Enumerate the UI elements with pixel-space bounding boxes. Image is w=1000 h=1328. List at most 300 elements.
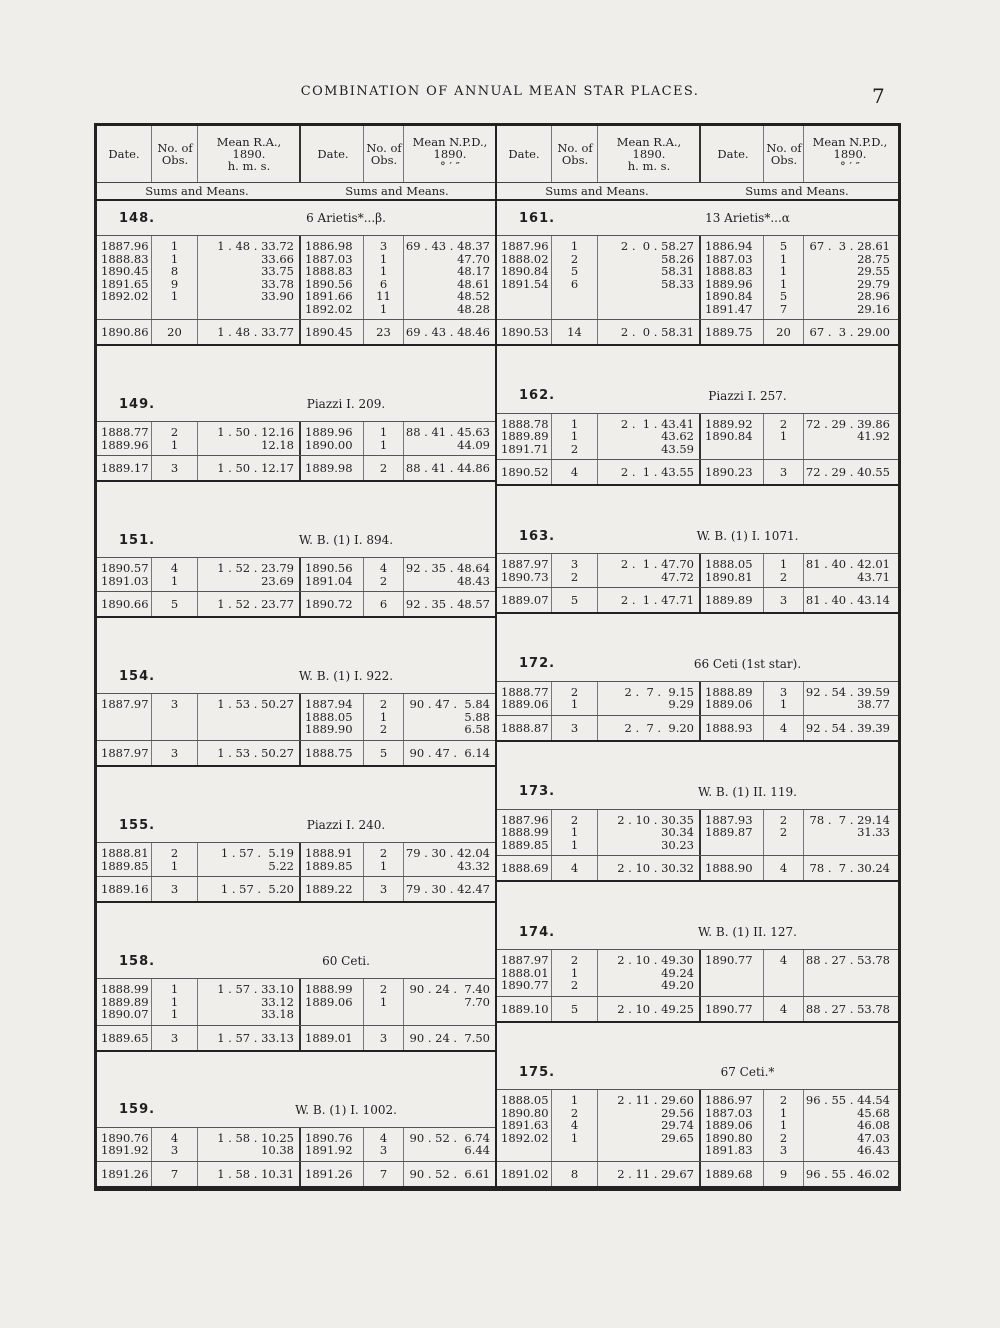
table-cell: 33.66 xyxy=(261,251,294,266)
table-cell: 58.33 xyxy=(661,276,694,291)
mean-ra-value: 2 . 0 . 58.31 xyxy=(597,320,699,344)
mean-row xyxy=(97,455,495,482)
table-cell: 1 . 50 . 12.16 xyxy=(217,425,294,440)
table-cell: 2 xyxy=(379,697,388,712)
header-date: Date. xyxy=(508,147,540,161)
table-cell: 1888.01 xyxy=(501,965,549,980)
table-cell: 1891.92 xyxy=(101,1143,149,1158)
table-cell: 1890.76 xyxy=(305,1130,353,1145)
table-cell: 2 xyxy=(570,684,579,699)
table-cell: 41.92 xyxy=(857,429,890,444)
star-title xyxy=(497,775,898,809)
mean-npd-obs: 23 xyxy=(363,320,403,344)
table-cell: 1889.06 xyxy=(501,697,549,712)
mean-ra-value: 1 . 53 . 50.27 xyxy=(197,741,299,765)
table-cell: 1890.56 xyxy=(305,561,353,576)
table-cell: 69 . 43 . 48.37 xyxy=(405,239,490,253)
header-mean-ra: Mean R.A., 1890. h. m. s. xyxy=(597,126,700,182)
ra-obs-counts xyxy=(551,810,597,856)
table-cell: 1888.05 xyxy=(501,1093,549,1108)
mean-npd-obs: 4 xyxy=(763,997,803,1021)
table-cell: 3 xyxy=(170,697,179,712)
ra-values xyxy=(597,1090,699,1161)
mean-ra-date: 1888.69 xyxy=(501,861,549,876)
star-name: Piazzi I. 240. xyxy=(306,818,386,833)
mean-row xyxy=(97,1025,495,1052)
table-cell: 5 xyxy=(779,239,788,253)
star-name: Piazzi I. 209. xyxy=(306,397,386,412)
mean-row xyxy=(97,876,495,903)
table-cell: 29.16 xyxy=(857,301,890,316)
ra-values xyxy=(597,236,699,319)
running-head: COMBINATION OF ANNUAL MEAN STAR PLACES. xyxy=(300,84,700,99)
table-cell: 2 xyxy=(779,825,788,840)
table-cell: 6 xyxy=(379,276,388,291)
ra-values xyxy=(197,422,299,455)
table-cell: 6 xyxy=(570,276,579,291)
mean-npd-value: 72 . 29 . 40.55 xyxy=(803,460,895,484)
table-cell: 1891.04 xyxy=(305,573,353,588)
table-cell: 1888.02 xyxy=(501,251,549,266)
mean-ra-value: 2 . 10 . 30.32 xyxy=(597,856,699,880)
table-cell: 1 xyxy=(170,573,179,588)
npd-dates xyxy=(699,1090,763,1161)
table-cell: 1889.87 xyxy=(705,825,753,840)
table-cell: 2 xyxy=(379,982,388,997)
npd-dates xyxy=(699,236,763,319)
mean-ra-value: 1 . 52 . 23.77 xyxy=(197,592,299,616)
sums-and-means-label: Sums and Means. xyxy=(745,184,849,198)
table-cell: 1 . 53 . 50.27 xyxy=(217,697,294,712)
ra-dates xyxy=(97,1128,151,1161)
table-cell: 1 xyxy=(170,994,179,1009)
table-cell: 1 xyxy=(379,437,388,452)
header-no-obs: No. of Obs. xyxy=(763,126,804,182)
mean-ra-date: 1890.66 xyxy=(101,597,149,612)
npd-values xyxy=(403,236,495,319)
table-cell: 1889.06 xyxy=(705,697,753,712)
star-number: 161. xyxy=(519,210,556,226)
table-cell: 10.38 xyxy=(261,1143,294,1158)
npd-values xyxy=(403,843,495,876)
mean-npd-obs: 4 xyxy=(763,716,803,740)
npd-dates xyxy=(299,979,363,1025)
ra-obs-counts xyxy=(151,1128,197,1161)
table-cell: 1890.45 xyxy=(101,264,149,278)
table-cell: 1890.80 xyxy=(501,1105,549,1120)
ra-dates xyxy=(497,950,551,996)
star-name: W. B. (1) II. 119. xyxy=(698,784,797,799)
table-cell: 33.90 xyxy=(261,289,294,303)
mean-ra-value: 2 . 1 . 43.55 xyxy=(597,460,699,484)
ra-dates xyxy=(497,810,551,856)
mean-row xyxy=(97,740,495,767)
mean-ra-date: 1890.53 xyxy=(501,325,549,339)
mean-ra-date: 1891.02 xyxy=(501,1166,549,1181)
table-cell: 1887.96 xyxy=(501,812,549,827)
table-cell: 90 . 47 . 5.84 xyxy=(409,697,490,712)
mean-ra-obs: 7 xyxy=(151,1162,197,1186)
star-title xyxy=(97,201,495,235)
sums-and-means-label: Sums and Means. xyxy=(545,184,649,198)
mean-npd-date: 1889.01 xyxy=(299,1026,363,1050)
mean-ra-value: 2 . 1 . 47.71 xyxy=(597,588,699,612)
ra-obs-counts xyxy=(551,950,597,996)
npd-values xyxy=(803,950,895,996)
table-cell: 1888.81 xyxy=(101,846,149,861)
table-cell: 1 xyxy=(570,825,579,840)
sums-and-means-label: Sums and Means. xyxy=(345,184,449,198)
table-cell: 3 xyxy=(779,1143,788,1158)
table-cell: 33.75 xyxy=(261,264,294,278)
table-cell: 1890.80 xyxy=(705,1130,753,1145)
observation-rows xyxy=(97,421,495,455)
table-cell: 1888.78 xyxy=(501,416,549,431)
table-cell: 1 . 57 . 5.19 xyxy=(220,846,294,861)
left-column xyxy=(97,126,495,1188)
table-cell: 29.56 xyxy=(661,1105,694,1120)
table-cell: 2 . 1 . 47.70 xyxy=(620,557,694,572)
npd-dates xyxy=(699,682,763,715)
table-cell: 9 xyxy=(170,276,179,291)
star-block xyxy=(497,1055,898,1188)
table-cell: 48.52 xyxy=(457,289,490,303)
table-cell: 1 xyxy=(170,289,179,303)
table-cell: 4 xyxy=(379,1130,388,1145)
table-cell: 1 xyxy=(570,697,579,712)
table-cell: 1 xyxy=(570,416,579,431)
mean-npd-value: 69 . 43 . 48.46 xyxy=(403,320,495,344)
mean-npd-value: 78 . 7 . 30.24 xyxy=(803,856,895,880)
table-cell: 46.08 xyxy=(857,1118,890,1133)
header-date: Date. xyxy=(699,126,765,182)
mean-npd-date: 1890.72 xyxy=(299,592,363,616)
star-number: 148. xyxy=(119,210,156,226)
table-cell: 3 xyxy=(779,684,788,699)
star-block xyxy=(97,201,495,346)
star-name: 6 Arietis*...β. xyxy=(306,211,386,225)
mean-npd-obs: 3 xyxy=(763,588,803,612)
mean-ra-obs: 3 xyxy=(151,877,197,901)
table-cell: 88 . 41 . 45.63 xyxy=(405,425,490,440)
ra-dates xyxy=(497,554,551,587)
table-cell: 29.65 xyxy=(661,1130,694,1145)
table-cell: 2 . 10 . 49.30 xyxy=(617,953,694,968)
table-cell: 1890.76 xyxy=(101,1130,149,1145)
table-cell: 2 . 11 . 29.60 xyxy=(617,1093,694,1108)
table-cell: 1 xyxy=(170,251,179,266)
table-cell: 1886.98 xyxy=(305,239,353,253)
npd-obs-counts xyxy=(363,558,403,591)
ra-values xyxy=(197,236,299,319)
table-cell: 1 xyxy=(379,425,388,440)
npd-obs-counts xyxy=(363,979,403,1025)
ra-dates xyxy=(97,558,151,591)
table-cell: 1890.84 xyxy=(501,264,549,278)
star-name: 66 Ceti (1st star). xyxy=(693,656,802,671)
mean-ra-obs: 3 xyxy=(551,716,597,740)
npd-dates xyxy=(299,694,363,740)
table-cell: 4 xyxy=(170,1130,179,1145)
npd-values xyxy=(403,1128,495,1161)
table-cell: 1890.81 xyxy=(705,569,753,584)
table-cell: 1889.85 xyxy=(101,858,149,873)
table-cell: 1888.99 xyxy=(101,982,149,997)
table-cell: 2 . 1 . 43.41 xyxy=(620,416,694,431)
table-cell: 1890.57 xyxy=(101,561,149,576)
table-cell: 1892.02 xyxy=(101,289,149,303)
mean-npd-obs: 3 xyxy=(363,1026,403,1050)
table-cell: 8 xyxy=(170,264,179,278)
table-cell: 47.70 xyxy=(457,251,490,266)
table-cell: 47.72 xyxy=(661,569,694,584)
mean-row xyxy=(497,996,898,1023)
table-cell: 2 xyxy=(170,425,179,440)
table-cell: 1890.77 xyxy=(705,953,753,968)
table-cell: 6.58 xyxy=(464,722,490,737)
table-cell: 5.88 xyxy=(464,709,490,724)
table-cell: 1889.89 xyxy=(501,429,549,444)
table-cell: 90 . 24 . 7.40 xyxy=(409,982,490,997)
mean-ra-obs: 3 xyxy=(151,456,197,480)
star-name: W. B. (1) I. 1002. xyxy=(295,1102,397,1117)
table-cell: 1889.06 xyxy=(305,994,353,1009)
observation-rows xyxy=(97,557,495,591)
ra-obs-counts xyxy=(551,236,597,319)
mean-ra-obs: 5 xyxy=(551,588,597,612)
npd-values xyxy=(803,554,895,587)
ra-values xyxy=(197,843,299,876)
table-cell: 38.77 xyxy=(857,697,890,712)
table-cell: 33.78 xyxy=(261,276,294,291)
star-number: 151. xyxy=(119,532,156,548)
star-title xyxy=(97,944,495,978)
ra-obs-counts xyxy=(151,236,197,319)
star-title xyxy=(497,1055,898,1089)
table-cell: 1887.96 xyxy=(101,239,149,253)
ra-obs-counts xyxy=(551,682,597,715)
table-cell: 1890.56 xyxy=(305,276,353,291)
table-cell: 1 xyxy=(570,1093,579,1108)
table-cell: 1889.92 xyxy=(705,416,753,431)
mean-npd-value: 81 . 40 . 43.14 xyxy=(803,588,895,612)
observation-rows xyxy=(97,235,495,319)
star-number: 163. xyxy=(519,528,556,544)
table-cell: 1 xyxy=(379,264,388,278)
table-cell: 1887.97 xyxy=(501,953,549,968)
table-cell: 1891.66 xyxy=(305,289,353,303)
header-mean-npd: Mean N.P.D., 1890. ° ′ ″ xyxy=(803,126,896,182)
mean-ra-value: 1 . 58 . 10.31 xyxy=(197,1162,299,1186)
table-cell: 1886.94 xyxy=(705,239,753,253)
header-mean-npd: Mean N.P.D., 1890. ° ′ ″ xyxy=(403,126,496,182)
npd-dates xyxy=(699,810,763,856)
table-cell: 1888.99 xyxy=(305,982,353,997)
ra-obs-counts xyxy=(551,554,597,587)
table-cell: 92 . 54 . 39.59 xyxy=(805,684,890,699)
npd-values xyxy=(803,810,895,856)
ra-obs-counts xyxy=(551,414,597,460)
mean-npd-obs: 20 xyxy=(763,320,803,344)
npd-values xyxy=(403,694,495,740)
table-cell: 4 xyxy=(570,1118,579,1133)
star-number: 158. xyxy=(119,953,156,969)
table-cell: 1 xyxy=(379,858,388,873)
npd-obs-counts xyxy=(763,236,803,319)
table-cell: 1 xyxy=(570,429,579,444)
ra-values xyxy=(597,682,699,715)
table-cell: 1887.03 xyxy=(705,1105,753,1120)
mean-ra-value: 1 . 50 . 12.17 xyxy=(197,456,299,480)
table-cell: 5 xyxy=(570,264,579,278)
table-cell: 2 xyxy=(779,1130,788,1145)
mean-npd-date: 1889.75 xyxy=(699,320,763,344)
star-title xyxy=(497,379,898,413)
star-name: W. B. (1) I. 1071. xyxy=(696,529,799,544)
star-block xyxy=(497,201,898,346)
table-cell: 1 xyxy=(779,697,788,712)
mean-npd-date: 1889.89 xyxy=(699,588,763,612)
table-cell: 6.44 xyxy=(464,1143,490,1158)
table-cell: 1886.97 xyxy=(705,1093,753,1108)
table-cell: 1890.07 xyxy=(101,1007,149,1022)
mean-ra-date: 1889.10 xyxy=(501,1001,549,1016)
ra-dates xyxy=(497,414,551,460)
star-name: 67 Ceti.* xyxy=(720,1065,775,1080)
table-cell: 9.29 xyxy=(668,697,694,712)
table-cell: 4 xyxy=(170,561,179,576)
star-block xyxy=(497,379,898,487)
table-cell: 33.12 xyxy=(261,994,294,1009)
mean-npd-value: 90 . 24 . 7.50 xyxy=(403,1026,495,1050)
table-cell: 4 xyxy=(379,561,388,576)
mean-npd-date: 1888.93 xyxy=(699,716,763,740)
mean-ra-value: 1 . 57 . 33.13 xyxy=(197,1026,299,1050)
table-cell: 1891.65 xyxy=(101,276,149,291)
observation-rows xyxy=(497,681,898,715)
star-name: W. B. (1) II. 127. xyxy=(698,925,797,940)
star-blocks xyxy=(97,201,495,1188)
table-cell: 5 xyxy=(779,289,788,303)
table-cell: 1 xyxy=(570,239,579,253)
table-cell: 1888.91 xyxy=(305,846,353,861)
mean-ra-value: 2 . 11 . 29.67 xyxy=(597,1162,699,1186)
mean-npd-date: 1888.75 xyxy=(299,741,363,765)
header-no-obs: No. of Obs. xyxy=(363,126,404,182)
star-title xyxy=(497,915,898,949)
mean-ra-obs: 8 xyxy=(551,1162,597,1186)
npd-dates xyxy=(299,1128,363,1161)
mean-ra-obs: 3 xyxy=(151,741,197,765)
table-cell: 2 xyxy=(779,812,788,827)
npd-dates xyxy=(299,236,363,319)
ra-dates xyxy=(497,1090,551,1161)
table-cell: 1891.63 xyxy=(501,1118,549,1133)
table-cell: 2 xyxy=(779,416,788,431)
mean-row xyxy=(497,1161,898,1188)
star-number: 175. xyxy=(519,1064,556,1080)
observation-rows xyxy=(97,978,495,1025)
mean-ra-date: 1888.87 xyxy=(501,720,549,735)
star-block xyxy=(497,647,898,742)
mean-ra-obs: 4 xyxy=(551,856,597,880)
mean-ra-obs: 4 xyxy=(551,460,597,484)
table-cell: 2 xyxy=(779,1093,788,1108)
star-block xyxy=(497,915,898,1023)
table-cell: 2 . 7 . 9.15 xyxy=(624,684,694,699)
npd-obs-counts xyxy=(363,1128,403,1161)
table-cell: 1 xyxy=(170,982,179,997)
table-cell: 3 xyxy=(570,557,579,572)
table-cell: 3 xyxy=(379,239,388,253)
table-cell: 1888.77 xyxy=(101,425,149,440)
star-block xyxy=(497,519,898,614)
table-cell: 44.09 xyxy=(457,437,490,452)
table-cell: 1891.54 xyxy=(501,276,549,291)
table-cell: 1891.71 xyxy=(501,441,549,456)
mean-ra-date: 1890.86 xyxy=(101,325,149,339)
mean-npd-date: 1890.77 xyxy=(699,997,763,1021)
observation-rows xyxy=(497,235,898,319)
mean-npd-value: 90 . 52 . 6.61 xyxy=(403,1162,495,1186)
ra-dates xyxy=(97,422,151,455)
npd-values xyxy=(803,682,895,715)
mean-ra-obs: 3 xyxy=(151,1026,197,1050)
table-cell: 2 xyxy=(570,812,579,827)
table-cell: 1890.77 xyxy=(501,978,549,993)
table-cell: 1890.84 xyxy=(705,429,753,444)
table-cell: 1889.85 xyxy=(305,858,353,873)
star-title xyxy=(497,519,898,553)
table-cell: 11 xyxy=(376,289,391,303)
observation-rows xyxy=(97,693,495,740)
table-cell: 5.22 xyxy=(268,858,294,873)
mean-ra-obs: 14 xyxy=(551,320,597,344)
star-number: 154. xyxy=(119,668,156,684)
observation-rows xyxy=(497,1089,898,1161)
observation-rows xyxy=(497,949,898,996)
table-cell: 2 xyxy=(570,569,579,584)
mean-ra-obs: 20 xyxy=(151,320,197,344)
table-cell: 7.70 xyxy=(464,994,490,1009)
table-cell: 2 xyxy=(379,722,388,737)
table-cell: 2 xyxy=(779,569,788,584)
mean-npd-obs: 3 xyxy=(363,877,403,901)
star-block xyxy=(97,944,495,1052)
star-title xyxy=(497,647,898,681)
mean-npd-date: 1888.90 xyxy=(699,856,763,880)
table-cell: 1887.03 xyxy=(305,251,353,266)
star-name: 13 Arietis*...α xyxy=(705,211,790,225)
star-title xyxy=(97,808,495,842)
mean-npd-obs: 9 xyxy=(763,1162,803,1186)
mean-row xyxy=(497,319,898,346)
table-cell: 1891.83 xyxy=(705,1143,753,1158)
mean-npd-value: 92 . 35 . 48.57 xyxy=(403,592,495,616)
table-cell: 29.74 xyxy=(661,1118,694,1133)
table-cell: 81 . 40 . 42.01 xyxy=(805,557,890,572)
npd-obs-counts xyxy=(763,1090,803,1161)
table-cell: 2 xyxy=(379,846,388,861)
table-cell: 1887.94 xyxy=(305,697,353,712)
table-cell: 1 xyxy=(779,1105,788,1120)
table-cell: 1888.83 xyxy=(101,251,149,266)
mean-npd-value: 67 . 3 . 29.00 xyxy=(803,320,895,344)
table-cell: 1892.02 xyxy=(501,1130,549,1145)
star-number: 162. xyxy=(519,388,556,404)
table-cell: 1889.96 xyxy=(305,425,353,440)
right-column xyxy=(497,126,898,1188)
